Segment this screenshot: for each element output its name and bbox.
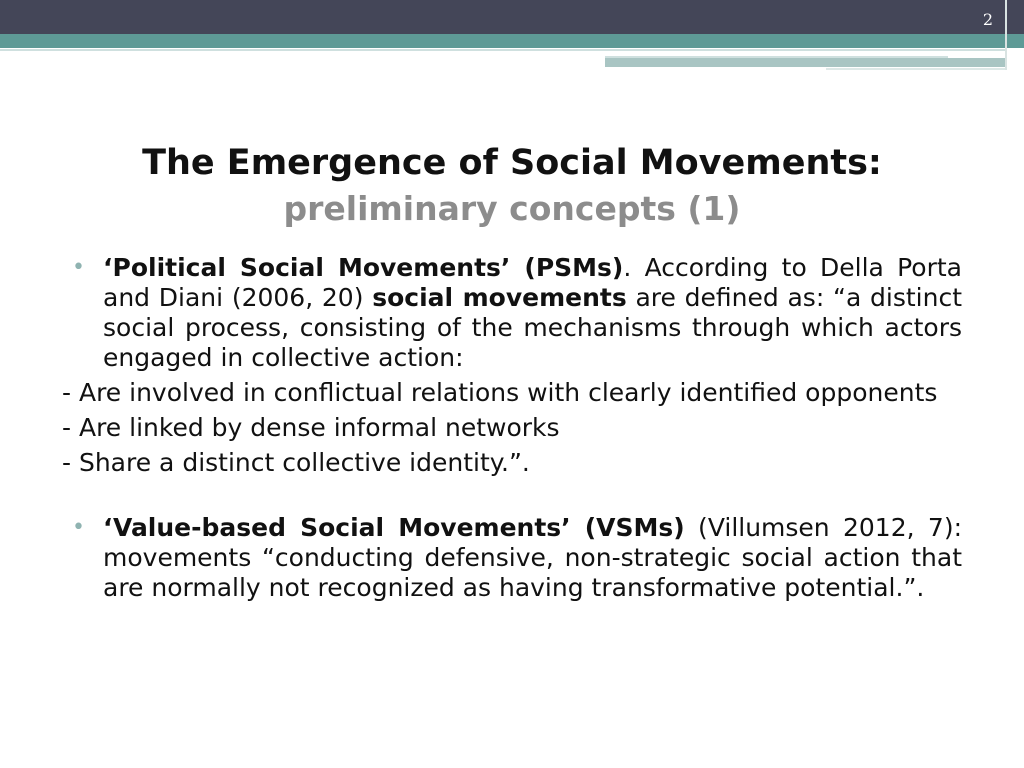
accent-line (0, 49, 1005, 51)
bullet-text: (Villumsen 2012, 7): movements “conducting defensive, non-strategic social action that are normally not recognized as having transformative potential.”. (103, 513, 962, 602)
bullet-text: are defined as: “a distinct social process, consisting of the mechanisms through which actors engaged in collective action: (103, 283, 962, 372)
bullet-term: ‘Political Social Movements’ (PSMs) (103, 253, 624, 282)
bullet-dot-icon: • (72, 255, 85, 280)
accent-strip (605, 58, 1005, 67)
dash-item: - Share a distinct collective identity.”. (62, 448, 530, 477)
dash-item: - Are linked by dense informal networks (62, 413, 560, 442)
dash-item: - Are involved in conflictual relations with clearly identified opponents (62, 378, 938, 407)
bullet-term: ‘Value-based Social Movements’ (VSMs) (103, 513, 685, 542)
bullet-vsms (62, 513, 962, 603)
header-bar (0, 0, 1024, 34)
accent-line (826, 68, 1006, 70)
bullet-dot-icon: • (72, 515, 85, 540)
bullet-psms (62, 253, 962, 373)
accent-band (0, 34, 1024, 48)
accent-divider (1005, 0, 1007, 70)
title-subtitle: preliminary concepts (1) (283, 189, 741, 228)
bullet-emphasis: social movements (372, 283, 627, 312)
slide-number: 2 (982, 10, 993, 29)
title-main: The Emergence of Social Movements: (142, 143, 882, 183)
slide-title (60, 140, 964, 232)
slide-body (62, 253, 962, 603)
bullet-text: . According to Della Porta and Diani (2006, 20) (103, 253, 962, 312)
